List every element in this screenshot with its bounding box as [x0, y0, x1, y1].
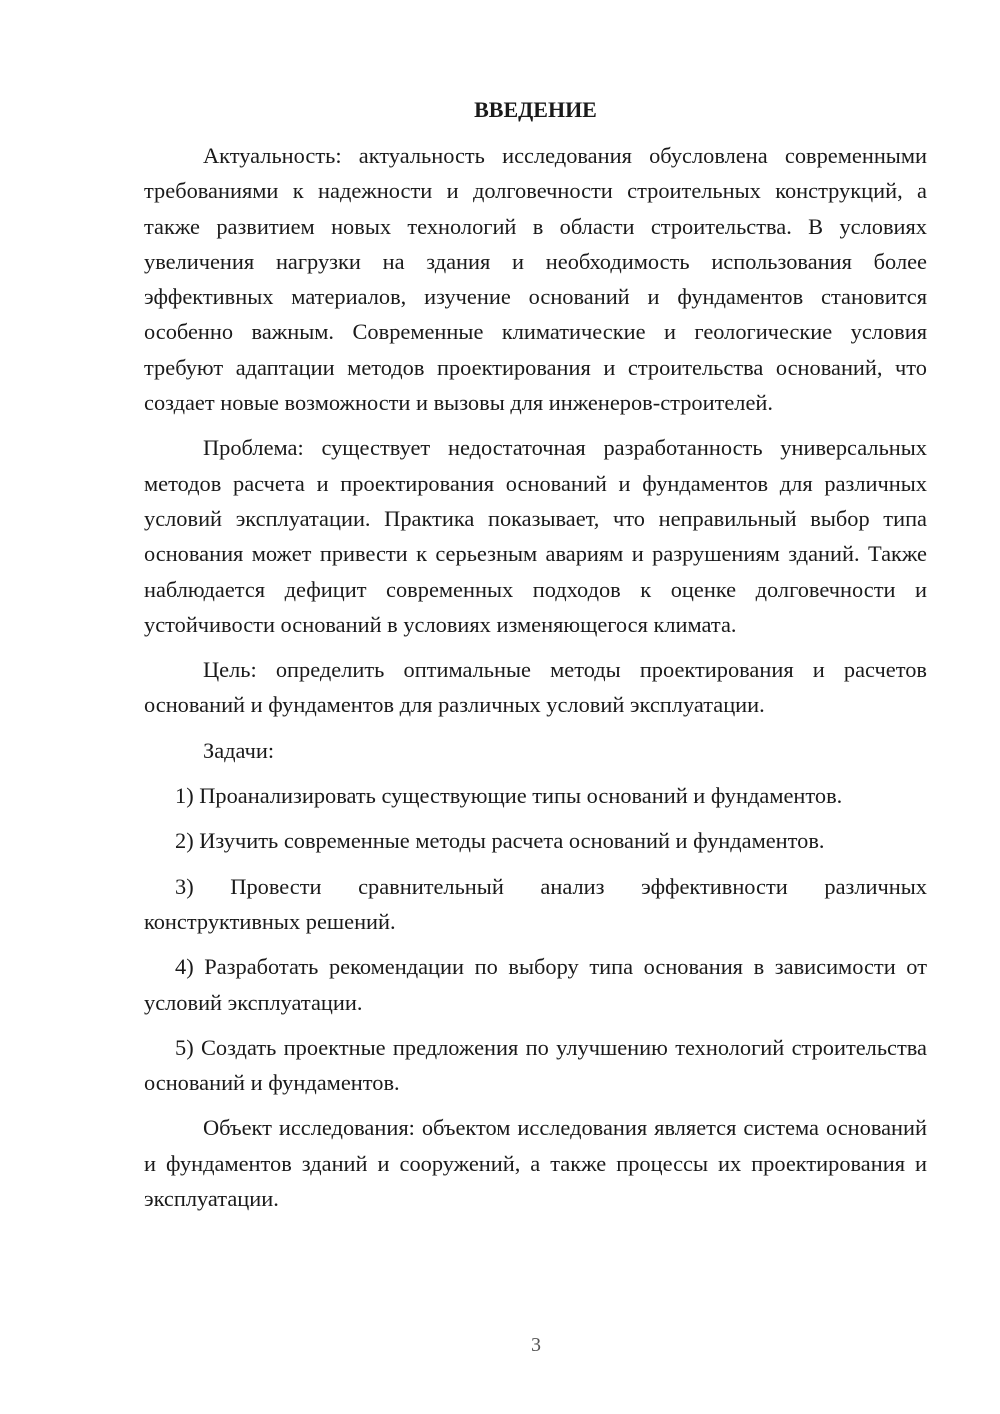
task-item-5: 5) Создать проектные предложения по улучшению технологий строительства оснований и фундаментов. [144, 1034, 927, 1096]
page-number: 3 [531, 1334, 541, 1356]
section-title: ВВЕДЕНИЕ [474, 97, 597, 122]
task-item-3: 3) Провести сравнительный анализ эффективности различных конструктивных решений. [144, 873, 927, 934]
tasks-heading: Задачи: [203, 737, 275, 763]
task-item-4: 4) Разработать рекомендации по выбору типа основания в зависимости от условий эксплуатации. [144, 954, 927, 1015]
task-item-1: 1) Проанализировать существующие типы оснований и фундаментов. [175, 783, 843, 809]
document-page [144, 92, 927, 1216]
relevance-paragraph: Актуальность: актуальность исследования обусловлена современными требованиями к надежности и долговечности строительных конструкций, а также развитием новых технологий в области строительства. В условиях увеличения нагрузки на здания и необходимость использования более эффективных материалов, изучение оснований и фундаментов становится особенно важным. Современные климатические и геологические условия требуют адаптации методов проектирования и строительства оснований, что создает новые возможности и вызовы для инженеров-строителей. [144, 143, 927, 416]
object-paragraph: Объект исследования: объектом исследования является система оснований и фундаментов зданий и сооружений, а также процессы их проектирования и эксплуатации. [144, 1115, 927, 1212]
task-item-2: 2) Изучить современные методы расчета оснований и фундаментов. [175, 828, 825, 854]
problem-paragraph: Проблема: существует недостаточная разработанность универсальных методов расчета и проектирования оснований и фундаментов для различных условий эксплуатации. Практика показывает, что неправильный выбор типа основания может привести к серьезным авариям и разрушениям зданий. Также наблюдается дефицит современных подходов к оценке долговечности и устойчивости оснований в условиях изменяющегося климата. [144, 435, 927, 637]
goal-paragraph: Цель: определить оптимальные методы проектирования и расчетов оснований и фундаментов для различных условий эксплуатации. [144, 657, 927, 718]
